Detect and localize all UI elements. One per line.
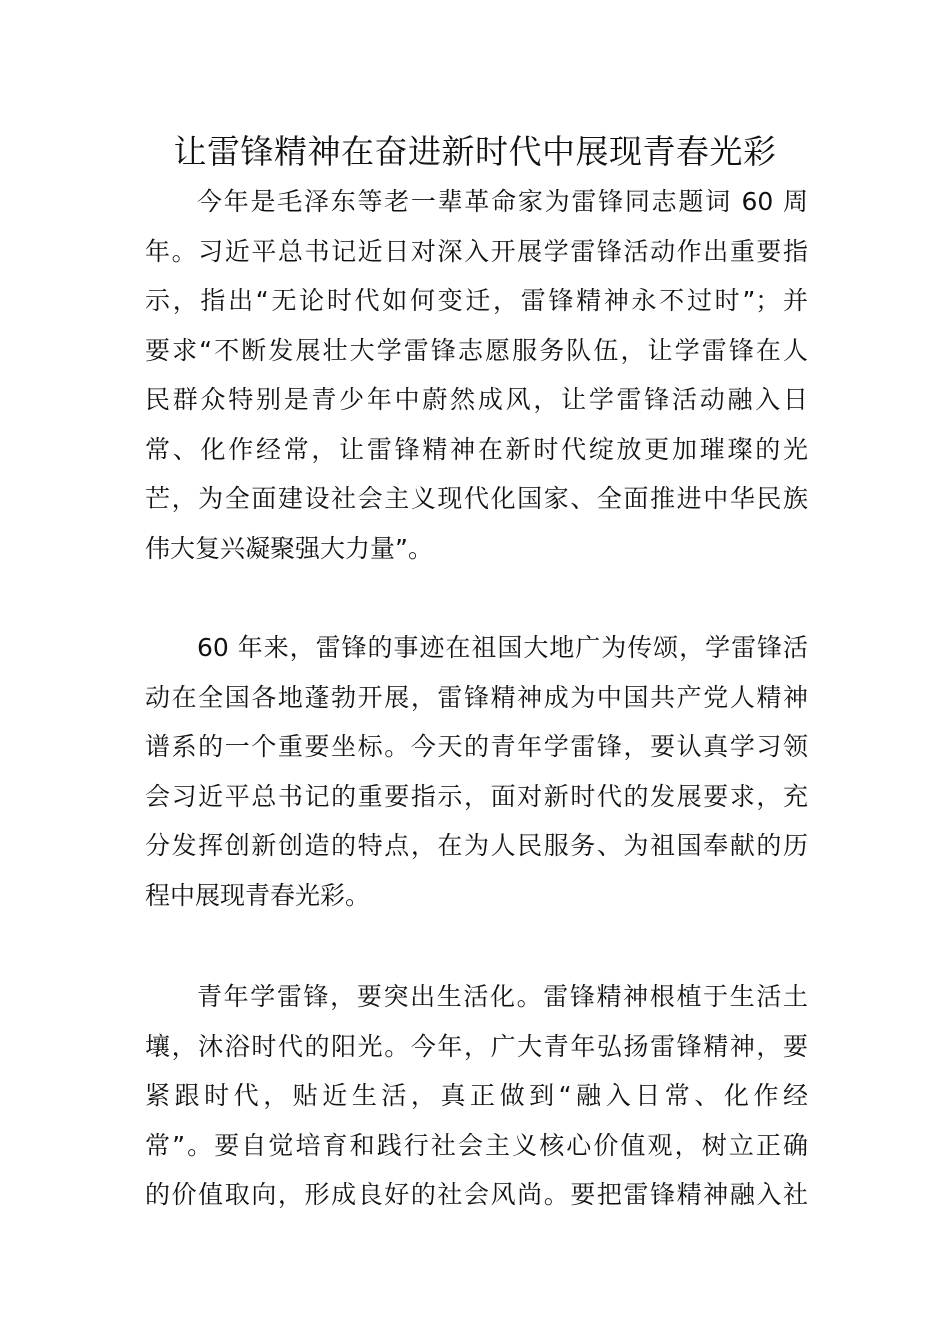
paragraph-line: 会习近平总书记的重要指示，面对新时代的发展要求，充 (145, 781, 808, 811)
paragraph-line: 今年是毛泽东等老一辈革命家为雷锋同志题词 60 周 (197, 187, 808, 216)
paragraph-line: 常、化作经常，让雷锋精神在新时代绽放更加璀璨的光 (145, 434, 808, 464)
paragraph-line: 要求“不断发展壮大学雷锋志愿服务队伍，让学雷锋在人 (145, 335, 808, 365)
paragraph-1 (145, 177, 808, 573)
paragraph-line: 芒，为全面建设社会主义现代化国家、全面推进中华民族 (145, 484, 808, 513)
paragraph-line: 谱系的一个重要坐标。今天的青年学雷锋，要认真学习领 (145, 732, 808, 761)
paragraph-3 (145, 972, 808, 1220)
paragraph-line: 60 年来，雷锋的事迹在祖国大地广为传颂，学雷锋活 (197, 633, 808, 662)
paragraph-line: 伟大复兴凝聚强大力量”。 (145, 533, 433, 563)
paragraph-line: 动在全国各地蓬勃开展，雷锋精神成为中国共产党人精神 (145, 682, 808, 712)
paragraph-line: 壤，沐浴时代的阳光。今年，广大青年弘扬雷锋精神，要 (145, 1031, 808, 1061)
paragraph-line: 常”。要自觉培育和践行社会主义核心价值观，树立正确 (145, 1130, 808, 1160)
paragraph-2 (145, 623, 808, 920)
paragraph-line: 分发挥创新创造的特点，在为人民服务、为祖国奉献的历 (145, 831, 808, 860)
paragraph-line: 的价值取向，形成良好的社会风尚。要把雷锋精神融入社 (145, 1180, 808, 1209)
paragraph-line: 示，指出“无论时代如何变迁，雷锋精神永不过时”；并 (145, 286, 808, 315)
paragraph-line: 民群众特别是青少年中蔚然成风，让学雷锋活动融入日 (145, 385, 808, 414)
document-title: 让雷锋精神在奋进新时代中展现青春光彩 (173, 132, 777, 171)
paragraph-line: 年。习近平总书记近日对深入开展学雷锋活动作出重要指 (145, 236, 808, 266)
paragraph-line: 紧跟时代，贴近生活，真正做到“融入日常、化作经 (145, 1081, 808, 1110)
paragraph-line: 程中展现青春光彩。 (145, 880, 371, 910)
paragraph-line: 青年学雷锋，要突出生活化。雷锋精神根植于生活土 (197, 982, 808, 1011)
